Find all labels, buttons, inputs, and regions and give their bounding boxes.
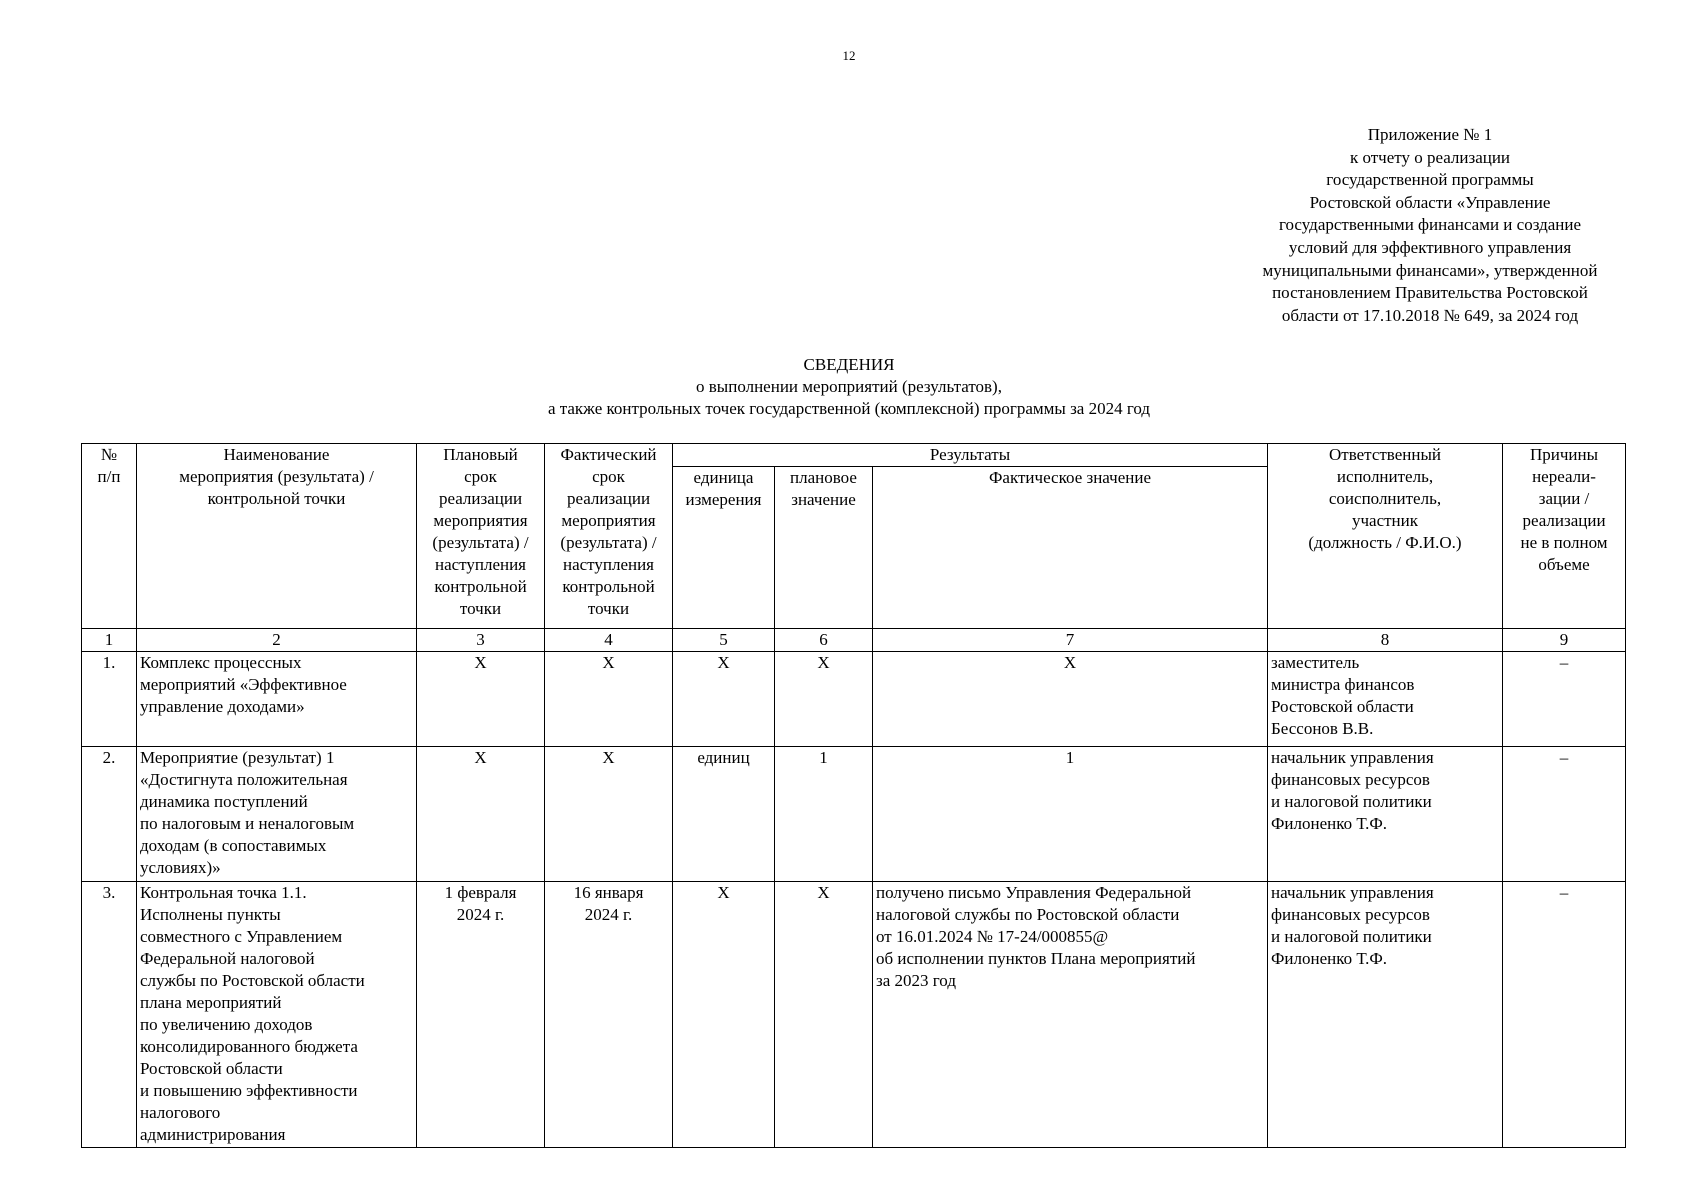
header-fact-value: Фактическое значение (873, 467, 1268, 629)
appendix-line: государственными финансами и создание (1278, 215, 1582, 235)
row-plan-date: 1 февраля 2024 г. (417, 882, 545, 1148)
row-name: Комплекс процессных мероприятий «Эффективное управление доходами» (137, 652, 417, 747)
row-reasons: – (1503, 652, 1626, 747)
column-number: 2 (137, 629, 417, 652)
row-responsible: начальник управления финансовых ресурсов и налоговой политики Филоненко Т.Ф. (1268, 747, 1503, 882)
column-number: 5 (673, 629, 775, 652)
title-heading: СВЕДЕНИЯ (803, 355, 895, 374)
row-number: 1. (82, 652, 137, 747)
appendix-line: Приложение № 1 (1367, 125, 1493, 144)
table-row (82, 747, 1626, 882)
appendix-line: муниципальными финансами», утвержденной (1262, 260, 1598, 280)
row-unit: X (673, 882, 775, 1148)
header-results: Результаты (673, 444, 1268, 467)
row-plan-date: X (417, 652, 545, 747)
header-num: № п/п (82, 444, 137, 629)
appendix-line: условий для эффективного управления (1288, 237, 1572, 257)
table-row (82, 652, 1626, 747)
row-plan-date: X (417, 747, 545, 882)
row-number: 3. (82, 882, 137, 1148)
row-plan-value: X (775, 882, 873, 1148)
header-plan-value: плановое значение (775, 467, 873, 629)
column-number: 8 (1268, 629, 1503, 652)
header-unit: единица измерения (673, 467, 775, 629)
appendix-note (1220, 124, 1640, 327)
row-unit: единиц (673, 747, 775, 882)
column-number: 7 (873, 629, 1268, 652)
row-unit: X (673, 652, 775, 747)
column-number: 6 (775, 629, 873, 652)
column-number: 1 (82, 629, 137, 652)
header-reasons: Причины нереали- зации / реализации не в полном объеме (1503, 444, 1626, 629)
row-name: Контрольная точка 1.1. Исполнены пункты совместного с Управлением Федеральной налоговой службы по Ростовской области плана мероприятий по увеличению доходов консолидированного бюджета Ростовской области и повышению эффективности налогового администрирования (137, 882, 417, 1148)
column-number-row (82, 629, 1626, 652)
header-name: Наименование мероприятия (результата) / контрольной точки (137, 444, 417, 629)
appendix-line: постановлением Правительства Ростовской (1272, 283, 1588, 303)
title-subline: а также контрольных точек государственной (комплексной) программы за 2024 год (547, 399, 1151, 418)
row-fact-date: X (545, 652, 673, 747)
row-fact-date: 16 января 2024 г. (545, 882, 673, 1148)
row-reasons: – (1503, 882, 1626, 1148)
row-responsible: начальник управления финансовых ресурсов и налоговой политики Филоненко Т.Ф. (1268, 882, 1503, 1148)
header-plan-date: Плановый срок реализации мероприятия (результата) / наступления контрольной точки (417, 444, 545, 629)
document-title (0, 354, 1698, 420)
column-number: 3 (417, 629, 545, 652)
header-fact-date: Фактический срок реализации мероприятия (результата) / наступления контрольной точки (545, 444, 673, 629)
header-row (82, 444, 1626, 467)
appendix-line: Ростовской области «Управление (1309, 192, 1551, 212)
table-row (82, 882, 1626, 1148)
appendix-line: к отчету о реализации (1349, 147, 1511, 167)
column-number: 4 (545, 629, 673, 652)
page-number: 12 (842, 48, 856, 63)
column-number: 9 (1503, 629, 1626, 652)
row-number: 2. (82, 747, 137, 882)
appendix-line: области от 17.10.2018 № 649, за 2024 год (1281, 305, 1579, 325)
row-fact-value: X (873, 652, 1268, 747)
row-reasons: – (1503, 747, 1626, 882)
report-table (81, 443, 1626, 1148)
row-plan-value: 1 (775, 747, 873, 882)
header-responsible: Ответственный исполнитель, соисполнитель, участник (должность / Ф.И.О.) (1268, 444, 1503, 629)
row-responsible: заместитель министра финансов Ростовской области Бессонов В.В. (1268, 652, 1503, 747)
row-name: Мероприятие (результат) 1 «Достигнута положительная динамика поступлений по налоговым и неналоговым доходам (в сопоставимых условиях)» (137, 747, 417, 882)
row-fact-value: получено письмо Управления Федеральной налоговой службы по Ростовской области от 16.01.2024 № 17-24/000855@ об исполнении пунктов Плана мероприятий за 2023 год (873, 882, 1268, 1148)
row-fact-value: 1 (873, 747, 1268, 882)
row-plan-value: X (775, 652, 873, 747)
title-subline: о выполнении мероприятий (результатов), (696, 377, 1002, 396)
appendix-line: государственной программы (1326, 170, 1534, 190)
row-fact-date: X (545, 747, 673, 882)
